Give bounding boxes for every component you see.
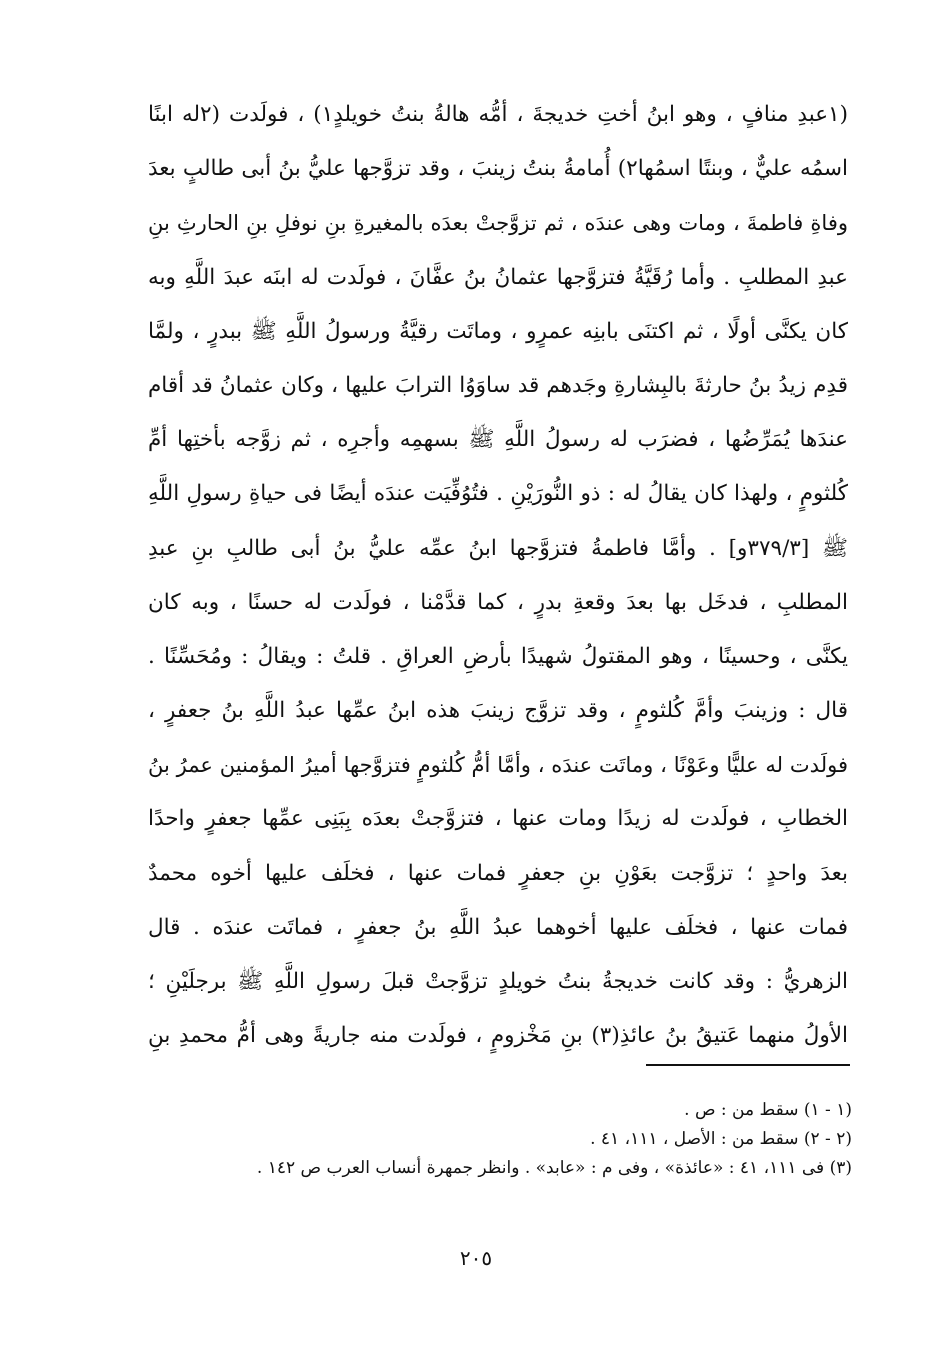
text-line: بعدَ واحدٍ ؛ تزوَّجت بعَوْنِ بنِ جعفرٍ فمات عنها ، فخلَف عليها أخوه محمدٌ bbox=[148, 860, 848, 886]
text-line: قدِم زيدُ بنُ حارثةَ بالبِشارةِ وجَدهم قد ساوَوُا الترابَ عليها ، وكان عثمانُ قد أقام bbox=[148, 372, 848, 398]
text-line: الأولُ منهما عَتيقُ بنُ عائذِ(٣) بنِ مَخْزومٍ ، فولَدت منه جاريةً وهى أمُّ محمدِ بنِ bbox=[148, 1023, 848, 1049]
footnote: (١ - ١) سقط من : ص . bbox=[684, 1100, 852, 1120]
text-line: كُلثومٍ ، ولهذا كان يقالُ له : ذو النُّورَيْنِ . فتُوُفِّيَت عندَه أيضًا فى حياةِ رسولِ اللَّهِ bbox=[148, 481, 848, 507]
text-line: اسمُه عليٌّ ، وبنتًا اسمُها٢) أُمامةُ بنتُ زينبَ ، وقد تزوَّجها عليُّ بنُ أبى طالبٍ بعدَ bbox=[148, 156, 848, 182]
text-line: فمات عنها ، فخلَف عليها أخوهما عبدُ اللَّهِ بنُ جعفرٍ ، فماتَت عندَه . قال bbox=[148, 914, 848, 940]
text-line: الزهريُّ : وقد كانت خديجةُ بنتُ خويلدٍ تزوَّجتْ قبلَ رسولِ اللَّهِ ﷺ برجلَيْنِ ؛ bbox=[148, 969, 848, 994]
text-line: كان يكنَّى أولًا ، ثم اكتنَى بابنِه عمرٍو ، وماتَت رقيَّةُ ورسولُ اللَّهِ ﷺ ببدرٍ ، ولمَّا bbox=[148, 318, 848, 344]
footnote-separator bbox=[646, 1064, 850, 1066]
text-line: وفاةِ فاطمةَ ، ومات وهى عندَه ، ثم تزوَّجتْ بعدَه بالمغيرةِ بنِ نوفلِ بنِ الحارثِ بنِ bbox=[148, 211, 848, 236]
text-line: يكنَّى ، وحسينًا ، وهو المقتولُ شهيدًا بأرضِ العراقِ . قلتُ : ويقالُ : ومُحَسِّنًا . bbox=[148, 643, 848, 669]
text-line: ﷺ [٣٧٩/٣و] . وأمَّا فاطمةُ فتزوَّجها ابنُ عمِّه عليُّ بنُ أبى طالبِ بنِ عبدِ bbox=[148, 535, 848, 561]
text-line: عبدِ المطلبِ . وأما رُقَيَّةُ فتزوَّجها عثمانُ بنُ عفَّانَ ، فولَدت له ابنَه عبدَ اللَّهِ وبه bbox=[148, 264, 848, 290]
footnote: (٣) فى ١١١، ٤١ : «عائذة» ، وفى م : «عابد» . وانظر جمهرة أنساب العرب ص ١٤٢ . bbox=[256, 1158, 852, 1178]
main-text bbox=[148, 88, 848, 1063]
text-line: عندَها يُمَرِّضُها ، فضرَب له رسولُ اللَّهِ ﷺ بسهمِه وأجرِه ، ثم زوَّجه بأختِها أمِّ bbox=[148, 427, 848, 453]
text-line: الخطابِ ، فولَدت له زيدًا ومات عنها ، فتزوَّجتْ بعدَه بِبَنِى عمِّها جعفرٍ واحدًا bbox=[148, 806, 848, 832]
text-line: المطلبِ ، فدخَل بها بعدَ وقعةِ بدرٍ ، كما قدَّمْنا ، فولَدت له حسنًا ، وبه كان bbox=[148, 589, 848, 615]
footnotes bbox=[148, 1096, 852, 1183]
page-number: ٢٠٥ bbox=[459, 1246, 493, 1270]
text-line: (١عبدِ منافٍ ، وهو ابنُ أختِ خديجةَ ، أمُّه هالةُ بنتُ خويلدٍ١) ، فولَدت (٢له ابنًا bbox=[148, 102, 848, 127]
text-line: قال : وزينبَ وأمَّ كُلثومٍ ، وقد تزوَّج زينبَ هذه ابنُ عمِّها عبدُ اللَّهِ بنُ جعفرٍ ، bbox=[148, 698, 848, 724]
text-line: فولَدت له عليًّا وعَوْنًا ، وماتَت عندَه ، وأمَّا أمُّ كُلثومٍ فتزوَّجها أميرُ المؤمنين عمرُ بنُ bbox=[148, 753, 848, 778]
footnote: (٢ - ٢) سقط من : الأصل ، ١١١، ٤١ . bbox=[590, 1129, 852, 1149]
